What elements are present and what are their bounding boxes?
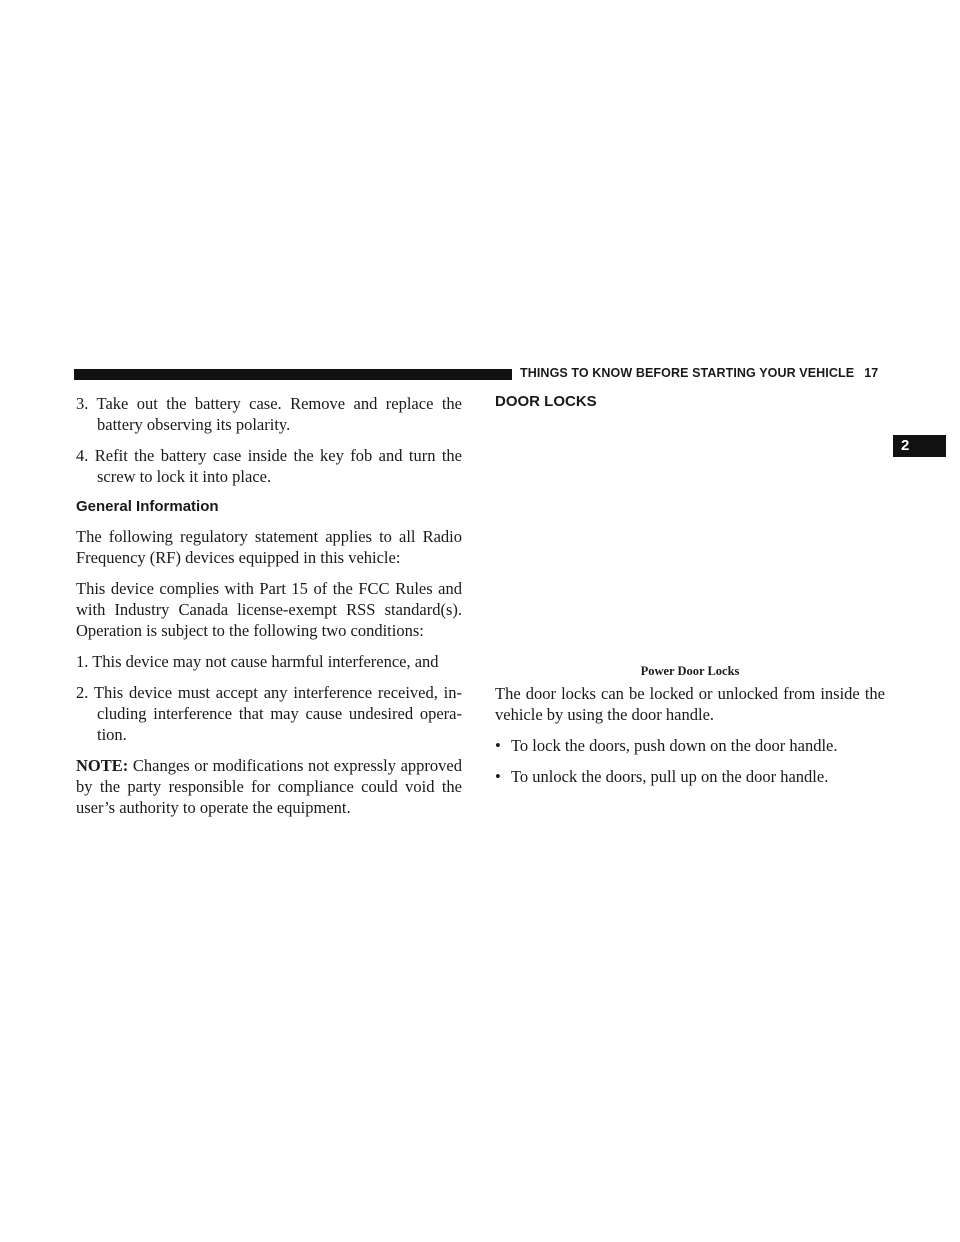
note-paragraph xyxy=(76,755,462,818)
running-header xyxy=(520,366,878,380)
condition-2 xyxy=(76,682,462,745)
header-rule xyxy=(74,369,512,380)
note-label: NOTE: xyxy=(76,756,129,775)
step-3-number: 3. xyxy=(76,394,89,413)
bullet-2-text: To unlock the doors, pull up on the door handle. xyxy=(511,767,829,786)
page-number: 17 xyxy=(864,366,879,380)
condition-1 xyxy=(76,651,462,672)
door-locks-heading: DOOR LOCKS xyxy=(495,393,597,410)
bullet-icon: • xyxy=(495,767,501,786)
list-item xyxy=(495,766,885,787)
bullet-1-text: To lock the doors, push down on the door handle. xyxy=(511,736,838,755)
condition-1-number: 1. xyxy=(76,652,89,671)
list-item xyxy=(495,735,885,756)
chapter-tab: 2 xyxy=(893,435,946,457)
step-4 xyxy=(76,445,462,487)
condition-1-text: This device may not cause harmful interference, and xyxy=(92,652,439,671)
condition-2-text: This device must accept any interference received, in-cluding interference that may cause undesired opera-tion. xyxy=(93,683,463,744)
door-locks-figure xyxy=(495,410,885,663)
step-4-number: 4. xyxy=(76,446,89,465)
fcc-compliance-paragraph: This device complies with Part 15 of the FCC Rules and with Industry Canada license-exempt RSS standard(s). Operation is subject to the following two conditions: xyxy=(76,579,462,640)
header-title: THINGS TO KNOW BEFORE STARTING YOUR VEHICLE xyxy=(520,366,855,380)
door-locks-paragraph: The door locks can be locked or unlocked from inside the vehicle by using the door handle. xyxy=(495,684,885,724)
left-column xyxy=(76,393,462,828)
figure-caption: Power Door Locks xyxy=(640,664,740,678)
regulatory-intro: The following regulatory statement applies to all Radio Frequency (RF) devices equipped in this vehicle: xyxy=(76,527,462,567)
step-3-text: Take out the battery case. Remove and replace the battery observing its polarity. xyxy=(96,394,462,434)
general-information-heading: General Information xyxy=(76,498,219,515)
right-column xyxy=(495,393,885,797)
bullet-icon: • xyxy=(495,736,501,755)
step-4-text: Refit the battery case inside the key fob and turn the screw to lock it into place. xyxy=(94,446,463,486)
condition-2-number: 2. xyxy=(76,683,89,702)
note-text: Changes or modifications not expressly approved by the party responsible for compliance could void the user’s authority to operate the equipment. xyxy=(76,756,462,817)
step-3 xyxy=(76,393,462,435)
